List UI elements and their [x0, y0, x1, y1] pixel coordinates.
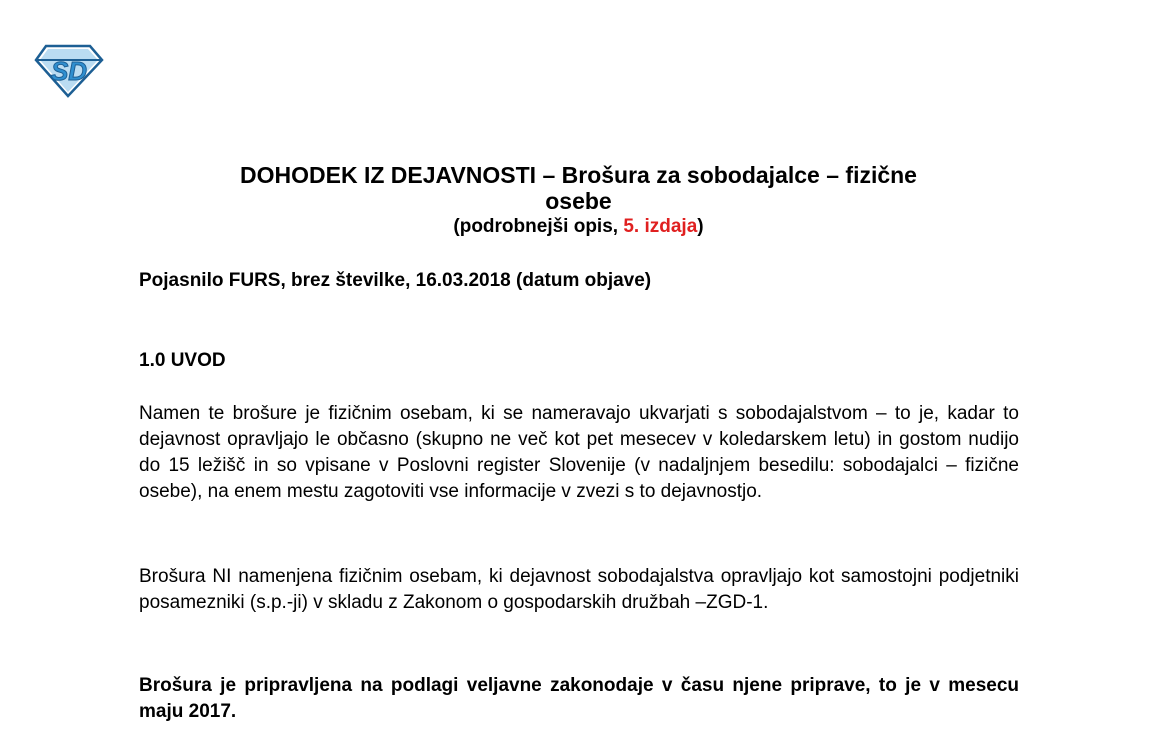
document-title-line-1: DOHODEK IZ DEJAVNOSTI – Brošura za sobodajalce – fizične — [240, 162, 917, 188]
logo-text: SD — [50, 56, 88, 86]
document-subtitle — [0, 216, 1157, 238]
section-heading: 1.0 UVOD — [139, 350, 226, 371]
sd-diamond-logo-icon — [30, 40, 106, 100]
subtitle-prefix: (podrobnejši opis, — [453, 216, 624, 237]
paragraph-not-intended: Brošura NI namenjena fizičnim osebam, ki dejavnost sobodajalstva opravljajo kot samostojni podjetniki posamezniki (s.p.-ji) v skladu z Zakonom o gospodarskih družbah –ZGD-1. — [139, 566, 1019, 613]
paragraph-legislation-note: Brošura je pripravljena na podlagi veljavne zakonodaje v času njene priprave, to je v mesecu maju 2017. — [139, 675, 1019, 722]
document-title — [0, 162, 1157, 214]
publication-meta: Pojasnilo FURS, brez številke, 16.03.2018 (datum objave) — [139, 270, 652, 291]
document-title-line-2: osebe — [545, 188, 612, 214]
edition-highlight: 5. izdaja — [623, 216, 698, 237]
subtitle-suffix: ) — [697, 216, 704, 237]
paragraph-purpose: Namen te brošure je fizičnim osebam, ki se nameravajo ukvarjati s sobodajalstvom – to je, kadar to dejavnost opravljajo le občasno (skupno ne več kot pet mesecev v koledarskem letu) in gostom nudijo do 15 ležišč in so vpisane v Poslovni register Slovenije (v nadaljnjem besedilu: sobodajalci – fizične osebe), na enem mestu zagotoviti vse informacije v zvezi s to dejavnostjo. — [139, 403, 1019, 502]
